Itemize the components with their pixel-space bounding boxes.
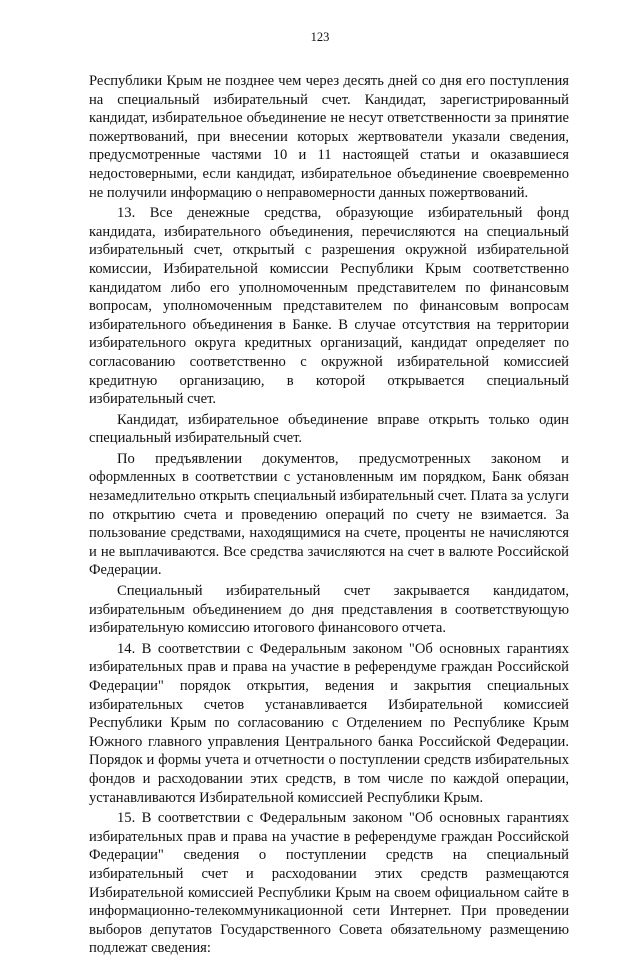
paragraph-bank-obligations: По предъявлении документов, предусмотренных законом и оформленных в соответствии с установленным им порядком, Банк обязан незамедлительно открыть специальный избирательный счет. Плата за услуги по открытию счета и проведению операций по счету не взимается. За пользование средствами, находящимися на счете, проценты не начисляются и не выплачиваются. Все средства зачисляются на счет в валюте Российской Федерации. bbox=[89, 450, 569, 579]
paragraph-item-13: 13. Все денежные средства, образующие избирательный фонд кандидата, избирательного объединения, перечисляются на специальный избирательный счет, открытый с разрешения окружной избирательной комиссии, Избирательной комиссии Республики Крым соответственно кандидатом либо его уполномоченным представителем по финансовым вопросам, уполномоченным представителем по финансовым вопросам избирательного объединения в Банке. В случае отсутствия на территории избирательного округа кредитных организаций, кандидат определяет по согласованию соответственно с окружной избирательной комиссией кредитную организацию, в которой открывается специальный избирательный счет. bbox=[89, 205, 569, 408]
document-body bbox=[89, 72, 569, 960]
paragraph-one-account: Кандидат, избирательное объединение вправе открыть только один специальный избирательный счет. bbox=[89, 411, 569, 447]
paragraph-item-15: 15. В соответствии с Федеральным законом "Об основных гарантиях избирательных прав и права на участие в референдуме граждан Российской Федерации" сведения о поступлении средств на специальный избирательный счет и расходовании этих средств размещаются Избирательной комиссией Республики Крым на своем официальном сайте в информационно-телекоммуникационной сети Интернет. При проведении выборов депутатов Государственного Совета обязательному размещению подлежат сведения: bbox=[89, 810, 569, 957]
paragraph-account-closing: Специальный избирательный счет закрывается кандидатом, избирательным объединением до дня представления в соответствующую избирательную комиссию итогового финансового отчета. bbox=[89, 583, 569, 637]
page-number: 123 bbox=[310, 30, 330, 44]
paragraph-continuation: Республики Крым не позднее чем через десять дней со дня его поступления на специальный избирательный счет. Кандидат, зарегистрированный кандидат, избирательное объединение не несут ответственности за принятие пожертвований, при внесении которых жертвователи указали сведения, предусмотренные частями 10 и 11 настоящей статьи и оказавшиеся недостоверными, если кандидат, избирательное объединение своевременно не получили информацию о неправомерности данных пожертвований. bbox=[89, 73, 569, 201]
paragraph-item-14: 14. В соответствии с Федеральным законом "Об основных гарантиях избирательных прав и права на участие в референдуме граждан Российской Федерации" порядок открытия, ведения и закрытия специальных избирательных счетов устанавливается Избирательной комиссией Республики Крым по согласованию с Отделением по Республике Крым Южного главного управления Центрального банка Российской Федерации. Порядок и формы учета и отчетности о поступлении средств избирательных фондов и расходовании этих средств, в том числе по каждой операции, устанавливаются Избирательной комиссией Республики Крым. bbox=[89, 640, 569, 806]
